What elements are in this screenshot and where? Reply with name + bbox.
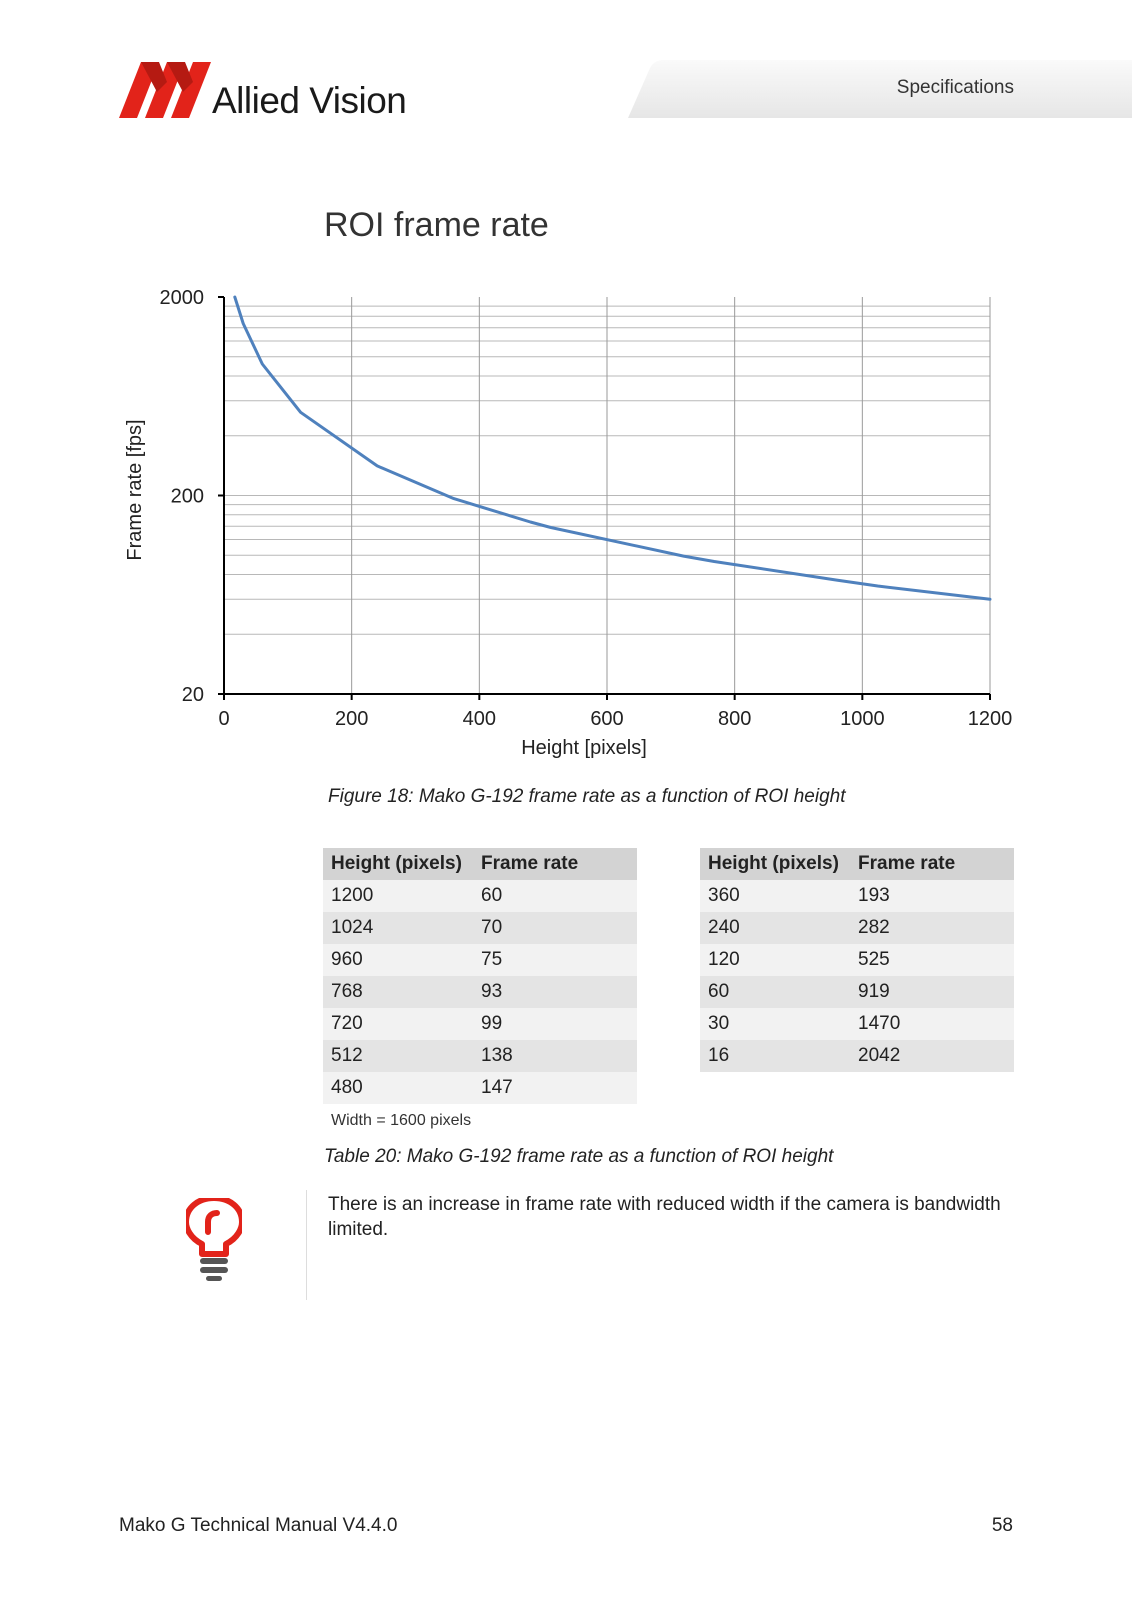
tip-text: There is an increase in frame rate with reduced width if the camera is bandwidth limited. bbox=[328, 1194, 1001, 1240]
cell-height: 240 bbox=[700, 912, 850, 944]
cell-height: 16 bbox=[700, 1040, 850, 1072]
y-axis-label: Frame rate [fps] bbox=[124, 419, 146, 561]
x-tick-label: 200 bbox=[334, 708, 369, 730]
table-row bbox=[323, 1072, 637, 1104]
table-row bbox=[700, 880, 1014, 912]
cell-height: 960 bbox=[323, 944, 473, 976]
y-tick-label: 20 bbox=[181, 684, 204, 706]
cell-frame-rate: 525 bbox=[850, 944, 1014, 976]
table-row bbox=[323, 976, 637, 1008]
cell-frame-rate: 60 bbox=[473, 880, 637, 912]
cell-frame-rate: 2042 bbox=[850, 1040, 1014, 1072]
table-footnote: Width = 1600 pixels bbox=[331, 1112, 472, 1129]
table-header-row bbox=[323, 848, 637, 880]
table-row bbox=[700, 1040, 1014, 1072]
table-row bbox=[323, 1008, 637, 1040]
frame-rate-series-line bbox=[235, 297, 990, 599]
table-row bbox=[323, 944, 637, 976]
cell-frame-rate: 70 bbox=[473, 912, 637, 944]
footer-document-title: Mako G Technical Manual V4.4.0 bbox=[119, 1515, 398, 1536]
column-header-frame-rate: Frame rate bbox=[473, 848, 637, 880]
chart-title: ROI frame rate bbox=[324, 206, 549, 244]
chart-ticks bbox=[160, 287, 1013, 730]
figure-caption: Figure 18: Mako G-192 frame rate as a function of ROI height bbox=[328, 786, 846, 807]
lightbulb-icon bbox=[186, 1198, 242, 1282]
cell-frame-rate: 919 bbox=[850, 976, 1014, 1008]
cell-height: 768 bbox=[323, 976, 473, 1008]
cell-height: 720 bbox=[323, 1008, 473, 1040]
cell-frame-rate: 75 bbox=[473, 944, 637, 976]
table-header-row bbox=[700, 848, 1014, 880]
cell-height: 360 bbox=[700, 880, 850, 912]
cell-height: 480 bbox=[323, 1072, 473, 1104]
cell-height: 512 bbox=[323, 1040, 473, 1072]
table-row bbox=[323, 1040, 637, 1072]
table-row bbox=[700, 1008, 1014, 1040]
column-header-height: Height (pixels) bbox=[323, 848, 473, 880]
x-tick-label: 0 bbox=[218, 708, 230, 730]
header-section-label: Specifications bbox=[896, 77, 1014, 98]
x-tick-label: 800 bbox=[717, 708, 752, 730]
note-divider bbox=[306, 1190, 307, 1300]
cell-height: 60 bbox=[700, 976, 850, 1008]
cell-frame-rate: 1470 bbox=[850, 1008, 1014, 1040]
y-tick-label: 2000 bbox=[159, 287, 204, 309]
x-tick-label: 400 bbox=[462, 708, 497, 730]
brand-name: Allied Vision bbox=[212, 80, 407, 121]
cell-height: 1200 bbox=[323, 880, 473, 912]
table-row bbox=[323, 912, 637, 944]
frame-rate-chart bbox=[0, 0, 1132, 780]
chart-grid bbox=[224, 297, 990, 694]
page-number: 58 bbox=[991, 1515, 1013, 1536]
column-header-frame-rate: Frame rate bbox=[850, 848, 1014, 880]
column-header-height: Height (pixels) bbox=[700, 848, 850, 880]
table-row bbox=[323, 880, 637, 912]
cell-frame-rate: 93 bbox=[473, 976, 637, 1008]
x-tick-label: 600 bbox=[590, 708, 624, 730]
table-row bbox=[700, 976, 1014, 1008]
cell-frame-rate: 282 bbox=[850, 912, 1014, 944]
cell-frame-rate: 138 bbox=[473, 1040, 637, 1072]
chart-series bbox=[235, 297, 990, 599]
x-axis-label: Height [pixels] bbox=[521, 737, 647, 759]
table-row bbox=[700, 944, 1014, 976]
table-caption: Table 20: Mako G-192 frame rate as a function of ROI height bbox=[324, 1146, 834, 1167]
table-row bbox=[700, 912, 1014, 944]
cell-height: 1024 bbox=[323, 912, 473, 944]
frame-rate-table-left bbox=[323, 848, 637, 1104]
y-tick-label: 200 bbox=[170, 485, 204, 508]
x-tick-label: 1200 bbox=[967, 708, 1013, 730]
cell-height: 30 bbox=[700, 1008, 850, 1040]
cell-frame-rate: 147 bbox=[473, 1072, 637, 1104]
frame-rate-table-right bbox=[700, 848, 1014, 1072]
cell-frame-rate: 193 bbox=[850, 880, 1014, 912]
x-tick-label: 1000 bbox=[840, 708, 885, 730]
cell-height: 120 bbox=[700, 944, 850, 976]
cell-frame-rate: 99 bbox=[473, 1008, 637, 1040]
